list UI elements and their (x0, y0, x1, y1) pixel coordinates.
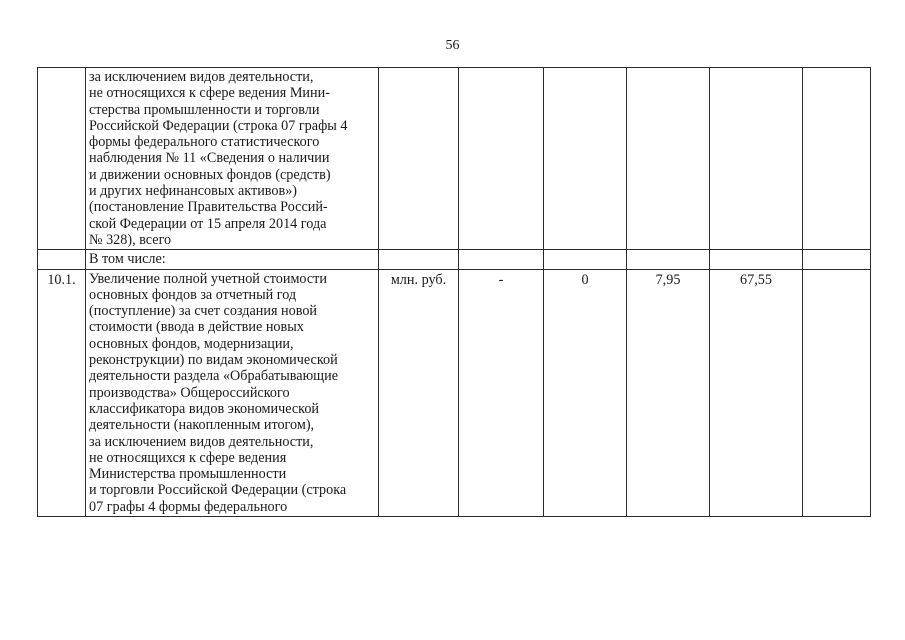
value-cell: 7,95 (627, 269, 710, 516)
value-cell (544, 250, 627, 269)
description-line: В том числе: (89, 251, 166, 268)
value-cell: - (459, 269, 544, 516)
row-description-cell (86, 68, 379, 250)
description-line: (поступление) за счет создания новой (89, 303, 318, 320)
value-cell (803, 250, 871, 269)
unit-cell (379, 68, 459, 250)
description-line: реконструкции) по видам экономической (89, 352, 338, 369)
table-row (38, 250, 871, 269)
description-line: ской Федерации от 15 апреля 2014 года (89, 215, 327, 232)
row-number-cell (38, 68, 86, 250)
row-description-cell (86, 269, 379, 516)
description-line: основных фондов, модернизации, (89, 335, 294, 352)
description-line: стерства промышленности и торговли (89, 101, 320, 118)
description-line: деятельности раздела «Обрабатывающие (89, 368, 338, 385)
value-cell (803, 68, 871, 250)
description-line: не относящихся к сфере ведения (89, 449, 287, 466)
description-line: и движении основных фондов (средств) (89, 166, 331, 183)
description-line: деятельности (накопленным итогом), (89, 417, 315, 434)
description-line: Увеличение полной учетной стоимости (89, 270, 327, 287)
description-line: Министерства промышленности (89, 466, 287, 483)
description-line: № 328), всего (89, 231, 172, 248)
value-cell (627, 250, 710, 269)
value-cell (459, 250, 544, 269)
row-number-cell: 10.1. (38, 269, 86, 516)
row-description-cell (86, 250, 379, 269)
indicators-table (37, 67, 871, 517)
description-line: стоимости (ввода в действие новых (89, 319, 304, 336)
unit-cell (379, 250, 459, 269)
value-cell (803, 269, 871, 516)
description-line: Российской Федерации (строка 07 графы 4 (89, 117, 348, 134)
value-cell (710, 68, 803, 250)
description-line: (постановление Правительства Россий- (89, 199, 328, 216)
description-line: и торговли Российской Федерации (строка (89, 482, 347, 499)
description-line: за исключением видов деятельности, (89, 69, 314, 85)
description-line: не относящихся к сфере ведения Мини- (89, 85, 330, 102)
description-line: производства» Общероссийского (89, 384, 290, 401)
value-cell (544, 68, 627, 250)
description-line: и других нефинансовых активов») (89, 183, 298, 200)
page-number: 56 (445, 38, 460, 53)
table-row (38, 68, 871, 250)
description-line: формы федерального статистического (89, 134, 320, 151)
table-row (38, 269, 871, 516)
description-line: основных фондов за отчетный год (89, 286, 297, 303)
description-line: за исключением видов деятельности, (89, 433, 314, 450)
value-cell (710, 250, 803, 269)
description-line: классификатора видов экономической (89, 400, 320, 417)
description-line: 07 графы 4 формы федерального (89, 498, 288, 515)
value-cell (627, 68, 710, 250)
row-number-cell (38, 250, 86, 269)
description-line: наблюдения № 11 «Сведения о наличии (89, 150, 330, 167)
unit-cell: млн. руб. (379, 269, 459, 516)
value-cell: 67,55 (710, 269, 803, 516)
value-cell (459, 68, 544, 250)
value-cell: 0 (544, 269, 627, 516)
